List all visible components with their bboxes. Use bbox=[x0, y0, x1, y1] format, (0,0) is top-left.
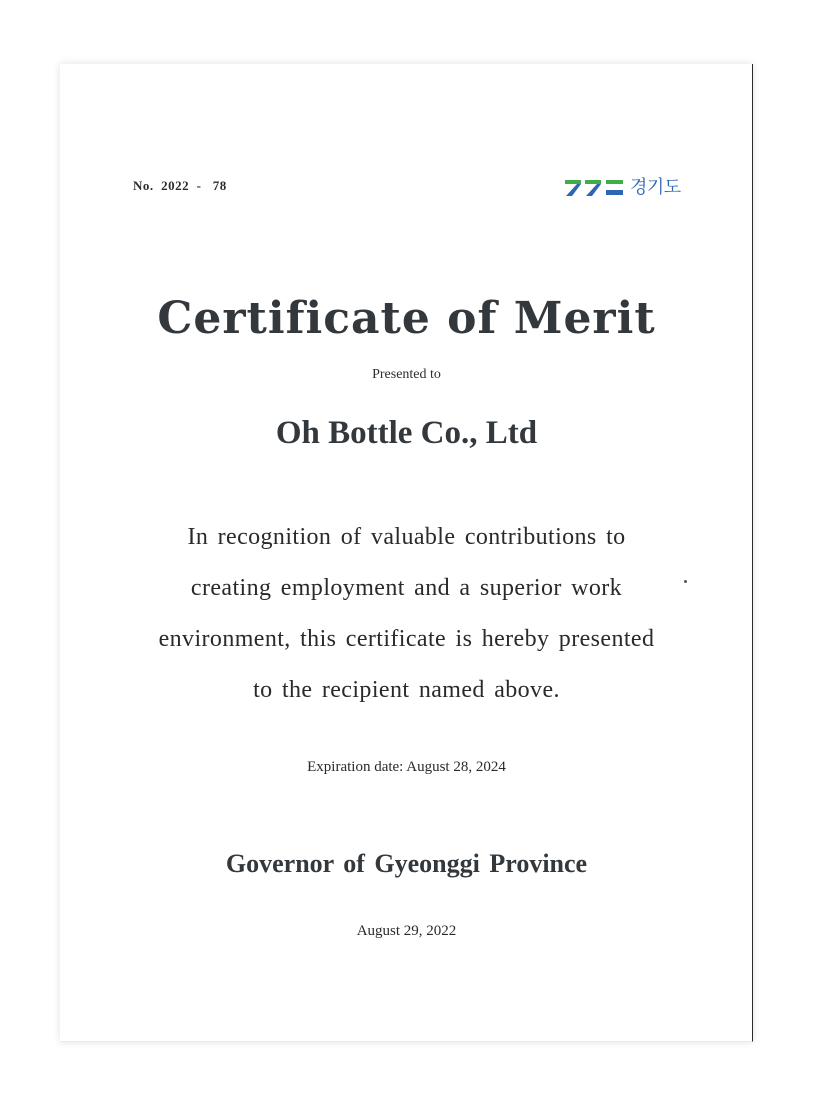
recipient-name: Oh Bottle Co., Ltd bbox=[275, 415, 538, 451]
certificate-title: Certificate of Merit bbox=[157, 293, 656, 344]
issuer-title: Governor of Gyeonggi Province bbox=[225, 849, 588, 878]
body-line: creating employment and a superior work bbox=[190, 575, 623, 601]
presented-to-label: Presented to bbox=[372, 367, 441, 382]
body-line: environment, this certificate is hereby presented bbox=[158, 626, 655, 652]
certificate-page bbox=[60, 64, 753, 1042]
certificate-body bbox=[60, 512, 753, 716]
logo-text: 경기도 bbox=[630, 177, 681, 198]
certificate-number: No. 2022 - 78 bbox=[133, 178, 227, 193]
gyeonggi-logo bbox=[564, 174, 681, 202]
expiration-date: Expiration date: August 28, 2024 bbox=[307, 759, 506, 775]
issue-date: August 29, 2022 bbox=[356, 923, 457, 939]
gyeonggi-logo-icon bbox=[564, 176, 626, 200]
body-line: to the recipient named above. bbox=[253, 677, 560, 703]
scan-speck bbox=[684, 580, 687, 583]
body-line: In recognition of valuable contributions to bbox=[187, 524, 626, 550]
